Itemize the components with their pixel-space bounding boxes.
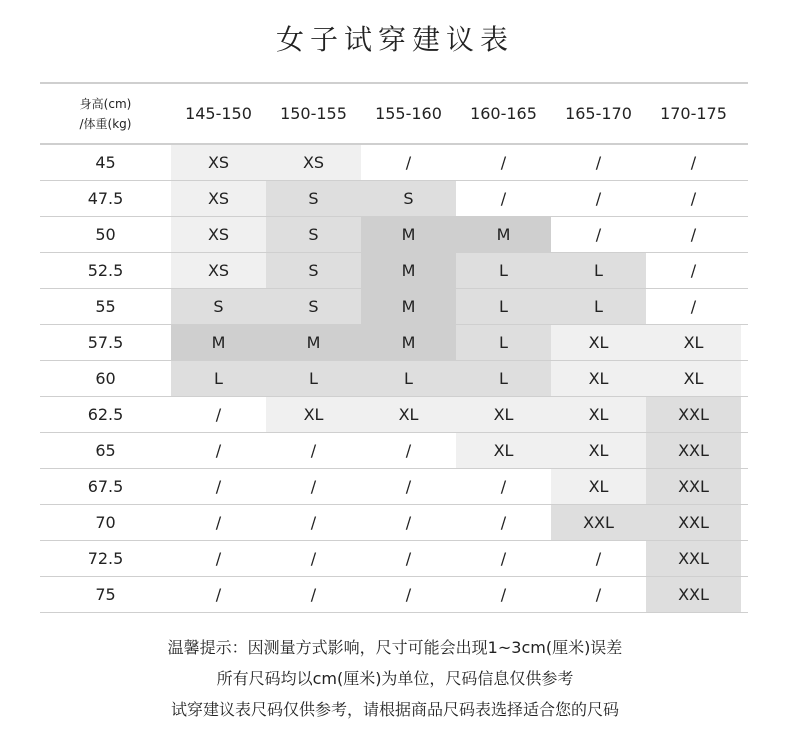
table-row [40,541,748,577]
size-cell: L [171,361,266,396]
table-row [40,505,748,541]
size-cell: XXL [646,577,741,612]
note-line: 所有尺码均以cm(厘米)为单位，尺码信息仅供参考 [216,669,574,688]
weight-row-label: 72.5 [87,549,124,568]
size-cell: L [456,289,551,324]
size-cell: M [266,325,361,360]
weight-row-label: 55 [95,297,116,316]
note-line: 温馨提示：因测量方式影响，尺寸可能会出现1~3cm(厘米)误差 [167,638,623,657]
size-cell: / [361,433,456,468]
size-cell: / [551,541,646,576]
size-cell: / [456,577,551,612]
table-row [40,433,748,469]
corner-weight-label: /体重(kg) [79,116,132,131]
size-cell: XL [551,361,646,396]
size-cell: / [266,433,361,468]
size-cell: S [361,181,456,216]
size-cell: / [266,577,361,612]
size-cell: / [266,505,361,540]
size-cell: XS [171,253,266,288]
corner-height-label: 身高(cm) [79,96,132,111]
size-cell: XXL [646,397,741,432]
size-cell: / [456,541,551,576]
size-cell: / [456,145,551,180]
table-row [40,289,748,325]
size-cell: S [266,253,361,288]
size-cell: XXL [646,433,741,468]
weight-row-label: 52.5 [87,261,124,280]
size-cell: / [171,505,266,540]
size-cell: M [361,253,456,288]
size-cell: / [266,469,361,504]
size-cell: / [551,577,646,612]
height-column-header: 150-155 [280,104,347,123]
size-cell: XXL [646,469,741,504]
size-table [40,82,748,613]
size-cell: L [456,325,551,360]
size-cell: XL [646,361,741,396]
size-cell: / [551,145,646,180]
size-cell: / [551,217,646,252]
size-cell: L [551,253,646,288]
weight-row-label: 67.5 [87,477,124,496]
size-cell: / [361,505,456,540]
size-cell: / [171,541,266,576]
size-cell: / [646,181,741,216]
table-row [40,325,748,361]
size-cell: M [361,289,456,324]
table-row [40,469,748,505]
table-row [40,217,748,253]
size-cell: S [266,217,361,252]
weight-row-label: 70 [95,513,116,532]
size-cell: L [266,361,361,396]
size-cell: L [456,253,551,288]
size-cell: XL [551,433,646,468]
weight-row-label: 60 [95,369,116,388]
size-cell: XS [266,145,361,180]
size-cell: / [361,541,456,576]
size-cell: L [551,289,646,324]
size-cell: S [266,289,361,324]
height-column-header: 170-175 [660,104,727,123]
size-cell: M [361,325,456,360]
size-cell: / [646,145,741,180]
size-cell: / [171,577,266,612]
table-row [40,181,748,217]
table-row [40,577,748,613]
table-row [40,397,748,433]
size-cell: / [646,289,741,324]
table-row [40,361,748,397]
size-cell: XL [646,325,741,360]
size-cell: XL [266,397,361,432]
size-cell: / [266,541,361,576]
notes-block [0,632,790,725]
size-cell: / [361,145,456,180]
table-corner-label [40,84,171,143]
size-cell: / [171,397,266,432]
size-cell: XL [456,397,551,432]
size-cell: XL [551,397,646,432]
weight-row-label: 57.5 [87,333,124,352]
size-cell: XS [171,217,266,252]
weight-row-label: 75 [95,585,116,604]
size-cell: M [171,325,266,360]
height-column-header: 145-150 [185,104,252,123]
size-cell: S [266,181,361,216]
size-cell: L [456,361,551,396]
size-cell: XS [171,181,266,216]
size-cell: XL [551,325,646,360]
table-header-row [40,82,748,145]
size-cell: / [456,505,551,540]
size-cell: XXL [551,505,646,540]
page-title: 女子试穿建议表 [275,23,514,56]
size-cell: XXL [646,541,741,576]
size-cell: XS [171,145,266,180]
size-cell: / [551,181,646,216]
size-cell: / [646,217,741,252]
weight-row-label: 45 [95,153,116,172]
size-cell: S [171,289,266,324]
size-cell: / [171,469,266,504]
size-cell: / [361,577,456,612]
size-cell: XL [551,469,646,504]
size-cell: / [171,433,266,468]
weight-row-label: 47.5 [87,189,124,208]
height-column-header: 155-160 [375,104,442,123]
table-row [40,253,748,289]
size-cell: / [646,253,741,288]
size-cell: XXL [646,505,741,540]
size-cell: L [361,361,456,396]
size-cell: / [456,469,551,504]
size-cell: M [456,217,551,252]
size-cell: / [361,469,456,504]
size-cell: M [361,217,456,252]
weight-row-label: 62.5 [87,405,124,424]
note-line: 试穿建议表尺码仅供参考，请根据商品尺码表选择适合您的尺码 [170,700,619,719]
height-column-header: 165-170 [565,104,632,123]
size-cell: XL [361,397,456,432]
weight-row-label: 65 [95,441,116,460]
size-cell: / [456,181,551,216]
table-row [40,145,748,181]
height-column-header: 160-165 [470,104,537,123]
weight-row-label: 50 [95,225,116,244]
size-cell: XL [456,433,551,468]
